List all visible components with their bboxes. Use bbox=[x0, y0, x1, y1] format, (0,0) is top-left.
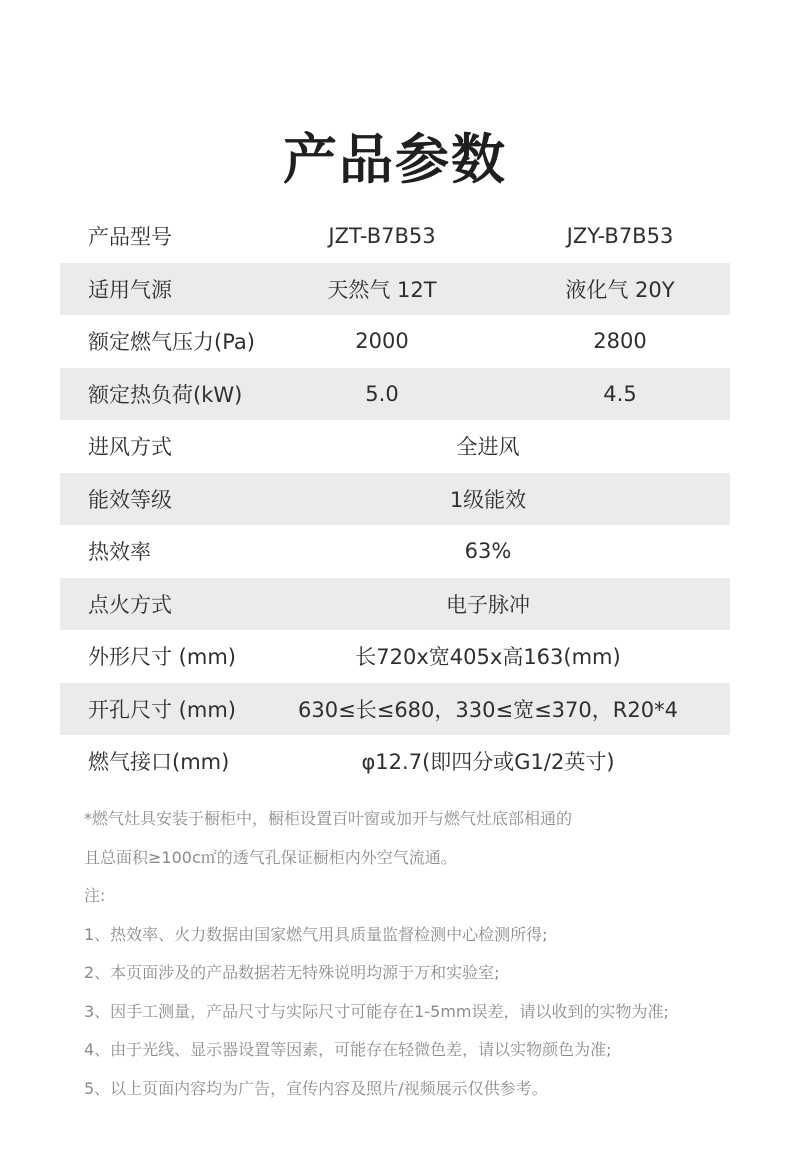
spec-value-natural-gas: JZT-B7B53 bbox=[328, 224, 436, 249]
note-line: 且总面积≥100c㎡的透气孔保证橱柜内外空气流通。 bbox=[84, 847, 457, 867]
spec-row-ignition bbox=[60, 578, 730, 631]
spec-value-natural-gas: 5.0 bbox=[365, 381, 399, 406]
spec-row-air-intake bbox=[60, 420, 730, 473]
spec-row-efficiency-grade bbox=[60, 473, 730, 526]
spec-label: 产品型号 bbox=[88, 225, 172, 250]
spec-value-natural-gas: 2000 bbox=[355, 329, 409, 354]
spec-row-gas-source bbox=[60, 263, 730, 316]
spec-label: 进风方式 bbox=[88, 435, 172, 460]
note-line: 5、以上页面内容均为广告，宣传内容及照片/视频展示仅供参考。 bbox=[84, 1078, 548, 1098]
note-line: 1、热效率、火力数据由国家燃气用具质量监督检测中心检测所得; bbox=[84, 924, 548, 944]
note-line: 2、本页面涉及的产品数据若无特殊说明均源于万和实验室; bbox=[84, 963, 500, 982]
spec-label: 开孔尺寸 (mm) bbox=[88, 697, 236, 722]
spec-value-natural-gas: 天然气 12T bbox=[327, 277, 437, 302]
spec-label: 外形尺寸 (mm) bbox=[88, 645, 236, 670]
spec-value: 电子脉冲 bbox=[446, 592, 530, 617]
spec-value-lpg: 2800 bbox=[593, 329, 647, 354]
spec-row-gas-pressure bbox=[60, 315, 730, 368]
spec-value: 全进风 bbox=[456, 435, 520, 460]
spec-label: 燃气接口(mm) bbox=[88, 750, 230, 775]
note-line: *燃气灶具安装于橱柜中，橱柜设置百叶窗或加开与燃气灶底部相通的 bbox=[84, 809, 573, 828]
spec-value-lpg: JZY-B7B53 bbox=[566, 224, 674, 249]
page-title: 产品参数 bbox=[283, 128, 507, 192]
notes-section bbox=[84, 804, 744, 1112]
note-heading: 注: bbox=[84, 886, 106, 905]
note-line: 4、由于光线、显示器设置等因素，可能存在轻微色差，请以实物颜色为准; bbox=[84, 1040, 612, 1059]
spec-value: 630≤长≤680，330≤宽≤370，R20*4 bbox=[298, 697, 678, 722]
spec-row-heat-load bbox=[60, 368, 730, 421]
spec-value: 63% bbox=[464, 539, 512, 564]
note-line: 3、因手工测量，产品尺寸与实际尺寸可能存在1-5mm误差，请以收到的实物为准; bbox=[84, 1001, 669, 1021]
spec-row-dimensions bbox=[60, 630, 730, 683]
spec-label: 额定燃气压力(Pa) bbox=[88, 330, 255, 355]
spec-row-thermal-efficiency bbox=[60, 525, 730, 578]
spec-label: 适用气源 bbox=[88, 277, 172, 302]
spec-label: 热效率 bbox=[88, 540, 151, 565]
spec-value: 长720x宽405x高163(mm) bbox=[355, 645, 621, 670]
spec-value: φ12.7(即四分或G1/2英寸) bbox=[361, 750, 615, 775]
spec-row-cutout-size bbox=[60, 683, 730, 736]
spec-table bbox=[60, 210, 730, 788]
spec-label: 能效等级 bbox=[88, 487, 172, 512]
spec-row-gas-connector bbox=[60, 735, 730, 788]
spec-label: 点火方式 bbox=[88, 592, 172, 617]
spec-value: 1级能效 bbox=[449, 487, 527, 512]
spec-row-model bbox=[60, 210, 730, 263]
spec-value-lpg: 液化气 20Y bbox=[565, 277, 675, 302]
spec-value-lpg: 4.5 bbox=[603, 381, 637, 406]
spec-label: 额定热负荷(kW) bbox=[88, 382, 243, 407]
